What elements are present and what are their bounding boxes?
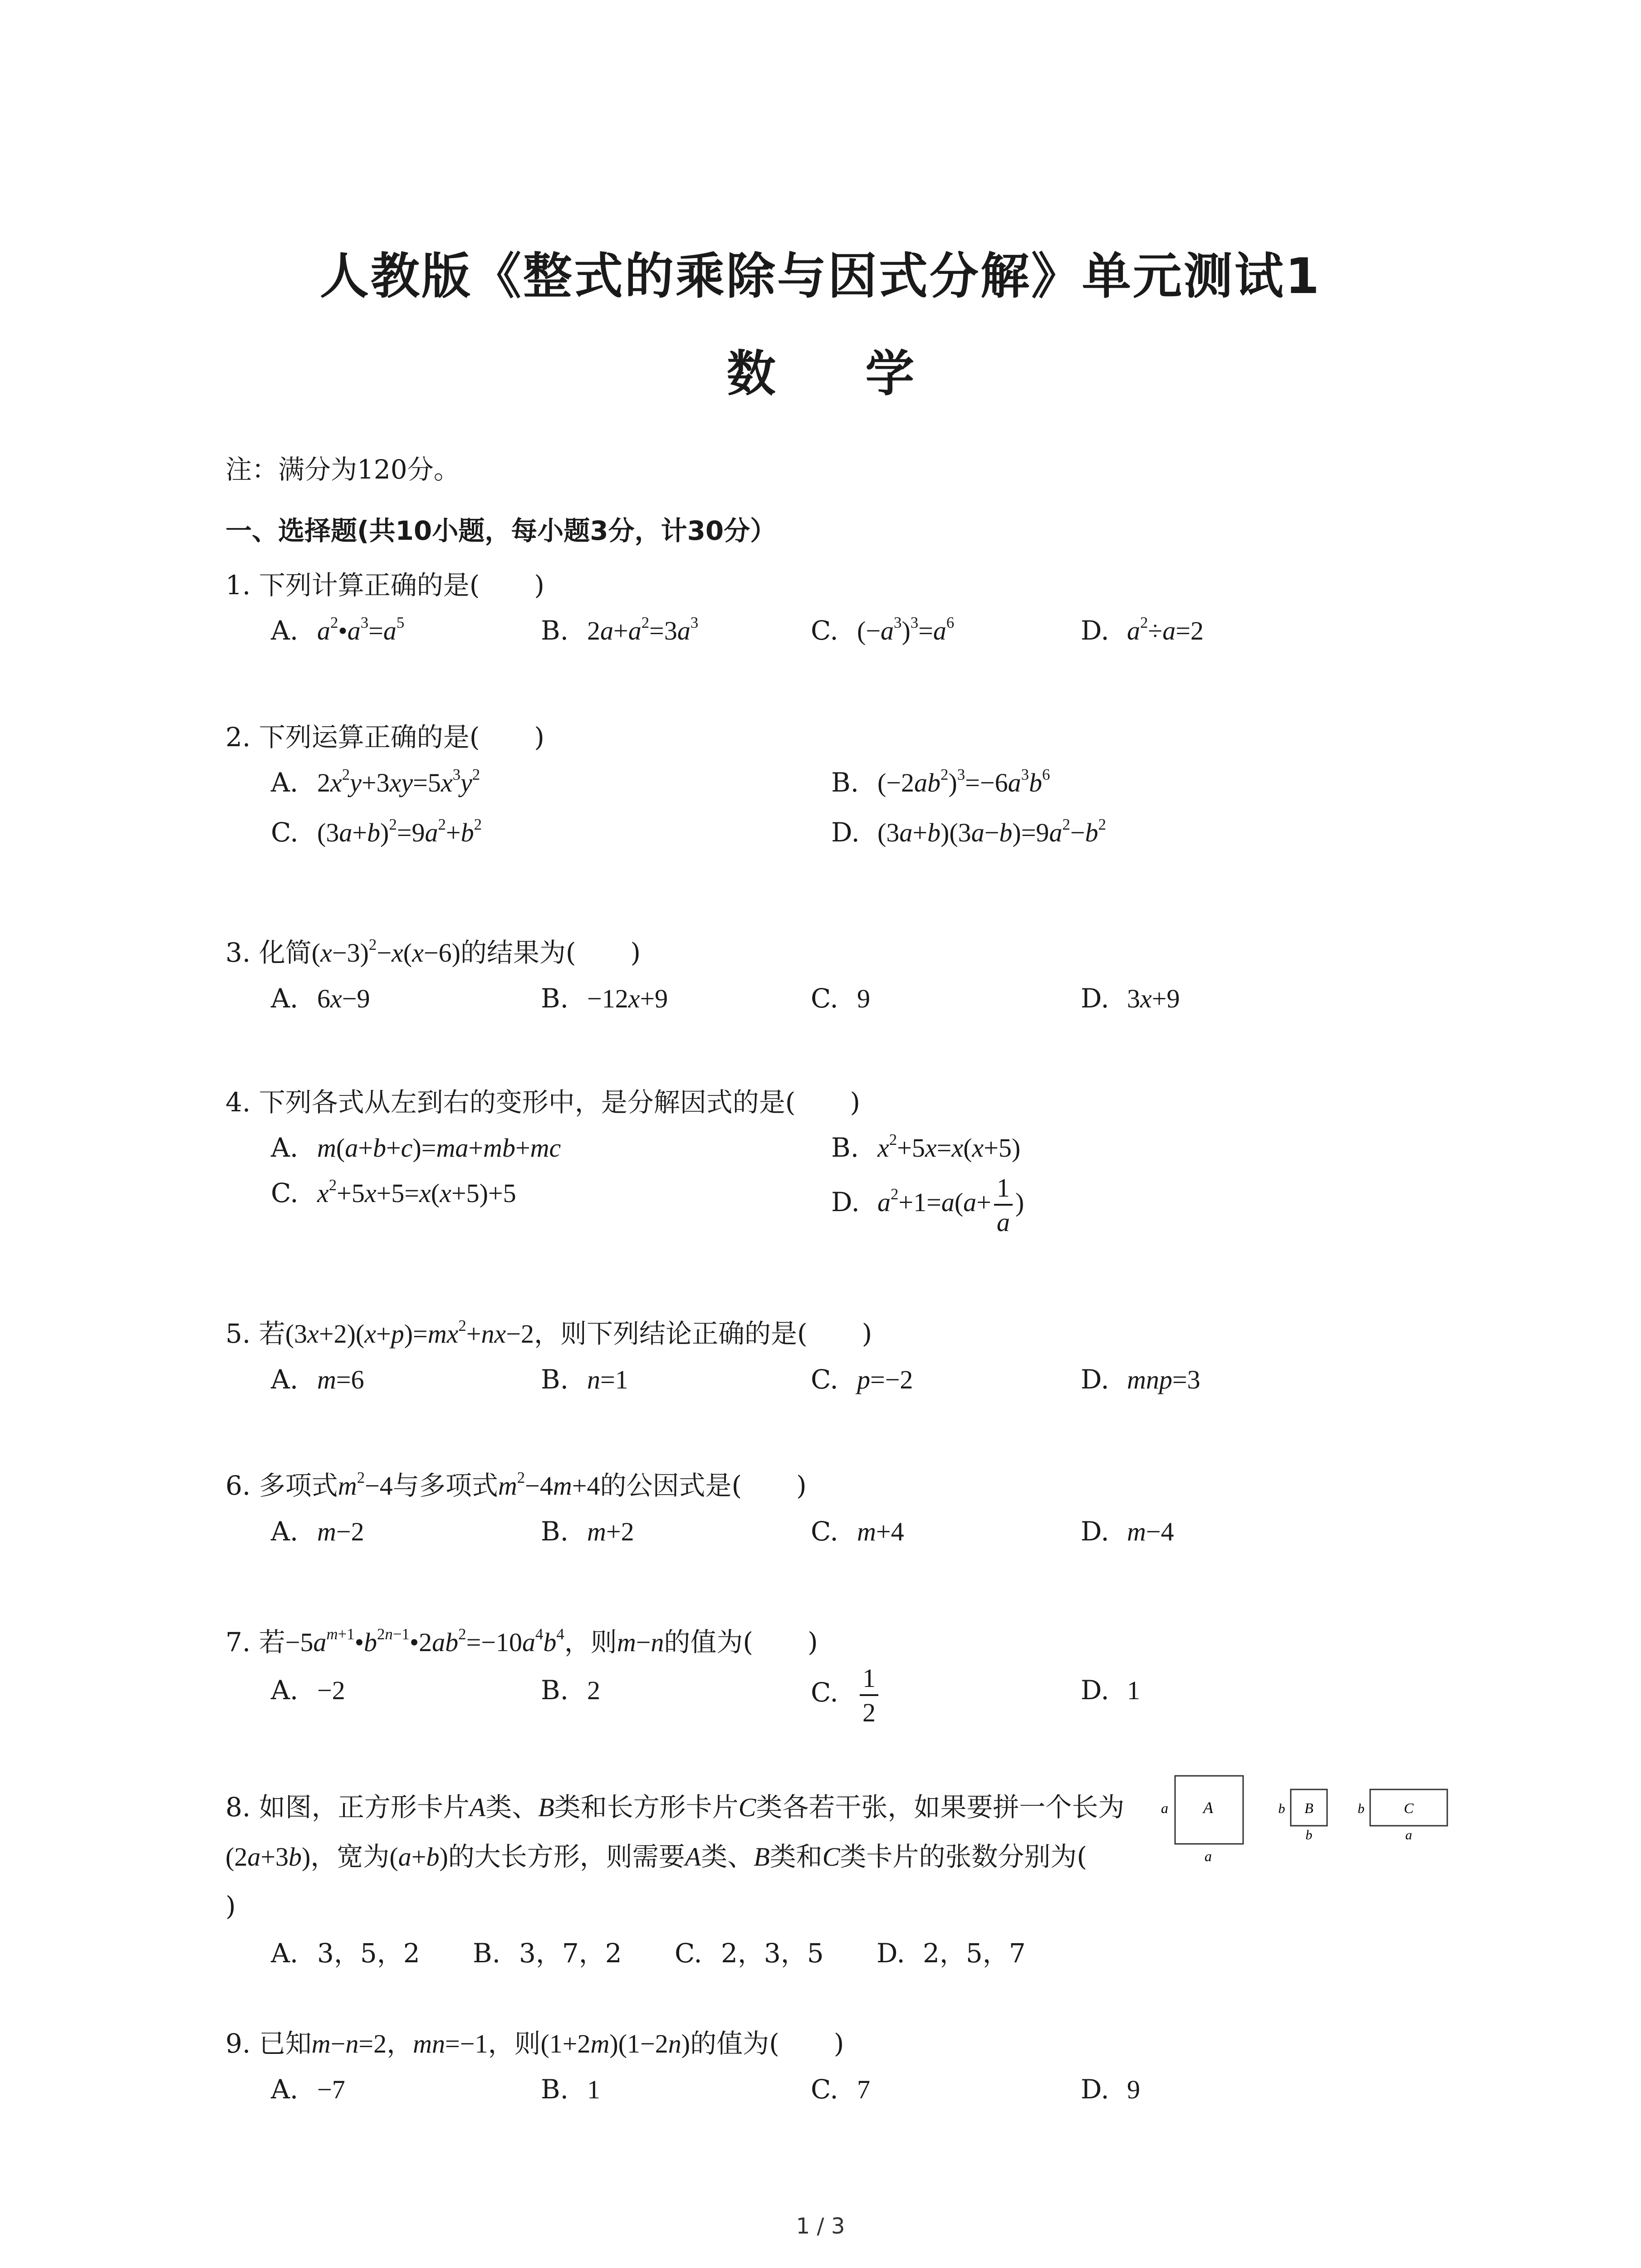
subject-heading: 数 学 bbox=[726, 346, 951, 402]
option-row bbox=[225, 612, 1414, 653]
question-7: 7. 若$-5a^{m+1}•b^{2n-1}•2ab^2=-10a^4b^4$，则m−n的值为( ) A. −2 B. 2 C. $\frac{1}{2}$ D. 1 bbox=[225, 1624, 1414, 1720]
option-b[interactable]: B. 2 bbox=[541, 1675, 600, 1706]
option-b[interactable]: B. 3，7，2 bbox=[473, 1938, 622, 1969]
question-number: 5. bbox=[225, 1318, 251, 1349]
option-row bbox=[225, 1935, 1414, 1976]
option-c[interactable]: C. m+4 bbox=[811, 1516, 904, 1547]
option-b[interactable]: B. 1 bbox=[541, 2074, 600, 2105]
option-d[interactable]: D. mnp=3 bbox=[1081, 1364, 1200, 1395]
option-b[interactable]: B. $(-2ab^2)^3=-6a^3b^6$ bbox=[831, 765, 1050, 798]
option-a[interactable]: A. m−2 bbox=[271, 1516, 364, 1547]
option-c[interactable]: C. 2，3，5 bbox=[675, 1938, 824, 1969]
question-number: 9. bbox=[225, 2028, 251, 2059]
option-row bbox=[225, 1663, 1414, 1727]
option-a[interactable]: A. 6x−9 bbox=[271, 983, 370, 1014]
svg-text:b: b bbox=[1357, 1801, 1365, 1816]
question-number: 3. bbox=[225, 937, 251, 968]
option-b[interactable]: B. m+2 bbox=[541, 1516, 634, 1547]
option-a[interactable]: A. m=6 bbox=[271, 1364, 364, 1395]
option-row bbox=[225, 1513, 1414, 1554]
question-stem: 下列计算正确的是( bbox=[259, 570, 480, 601]
option-a[interactable]: A. $2x^2y+3xy=5x^3y^2$ bbox=[271, 765, 480, 798]
svg-text:A: A bbox=[1203, 1799, 1213, 1817]
score-note: 注：满分为120分。 bbox=[225, 454, 460, 485]
option-c[interactable]: C. $\frac{1}{2}$ bbox=[811, 1665, 881, 1726]
svg-text:B: B bbox=[1304, 1800, 1313, 1816]
question-number: 8. bbox=[225, 1792, 251, 1823]
option-d[interactable]: D. 2，5，7 bbox=[877, 1938, 1026, 1969]
page-number: 1 / 3 bbox=[796, 2214, 845, 2239]
question-4: 4. 下列各式从左到右的变形中，是分解因式的是( ) A. m(a+b+c)=ma+mb+mc B. $x^2+5x=x(x+5)$ C. $x^2+5x+5=x(x+5)+5$ D. $a^2+1=a(a+$ $\frac{1}{a}$ ) bbox=[225, 1084, 1414, 1229]
option-a[interactable]: A. −7 bbox=[271, 2074, 345, 2105]
option-a[interactable]: A. m(a+b+c)=ma+mb+mc bbox=[271, 1132, 561, 1163]
option-row bbox=[225, 1173, 1414, 1237]
question-stem: 下列运算正确的是( bbox=[259, 722, 480, 753]
svg-text:b: b bbox=[1305, 1828, 1313, 1843]
option-d[interactable]: D. m−4 bbox=[1081, 1516, 1174, 1547]
question-1: 1. 下列计算正确的是( ) A. $a^2•a^3=a^5$ B. $2a+a^2=3a^3$ C. $(-a^3)^3=a^6$ D. $a^2\div a=2$ bbox=[225, 567, 1414, 653]
option-b[interactable]: B. $x^2+5x=x(x+5)$ bbox=[831, 1130, 1021, 1163]
option-d[interactable]: D. $a^2+1=a(a+$ $\frac{1}{a}$ ) bbox=[831, 1173, 1024, 1237]
option-d[interactable]: D. $(3a+b)(3a-b)=9a^2-b^2$ bbox=[831, 815, 1106, 848]
svg-text:a: a bbox=[1405, 1828, 1412, 1843]
option-row bbox=[225, 1129, 1414, 1170]
question-8: 8. 如图，正方形卡片A类、B类和长方形卡片C类各若干张，如果要拼一个长为(2a+3b)，宽为(a+b)的大长方形，则需要A类、B类和C类卡片的张数分别为() A. 3，5，2 B. 3，7，2 C. 2，3，5 D. 2，5，7 bbox=[225, 1783, 1414, 1976]
option-d[interactable]: D. $a^2\div a=2$ bbox=[1081, 613, 1204, 646]
card-diagram bbox=[1155, 1771, 1454, 1871]
option-row bbox=[225, 980, 1414, 1021]
svg-text:a: a bbox=[1205, 1848, 1212, 1864]
section-heading: 一、选择题(共10小题，每小题3分，计30分） bbox=[225, 515, 777, 546]
question-number: 2. bbox=[225, 722, 251, 753]
card-a bbox=[1161, 1776, 1243, 1864]
card-figure bbox=[1155, 1771, 1454, 1871]
question-5: 5. 若$(3x+2)(x+p)=mx^2+nx-2$，则下列结论正确的是( ) A. m=6 B. n=1 C. p=−2 D. mnp=3 bbox=[225, 1315, 1414, 1402]
option-b[interactable]: B. n=1 bbox=[541, 1364, 628, 1395]
option-d[interactable]: D. 9 bbox=[1081, 2074, 1140, 2105]
svg-text:a: a bbox=[1161, 1800, 1168, 1816]
question-number: 1. bbox=[225, 570, 251, 601]
option-a[interactable]: A. 3，5，2 bbox=[271, 1938, 420, 1969]
option-c[interactable]: C. p=−2 bbox=[811, 1364, 913, 1395]
option-row bbox=[225, 1361, 1414, 1402]
question-stem: 下列各式从左到右的变形中，是分解因式的是( bbox=[259, 1087, 796, 1118]
fraction: $\frac{1}{2}$ bbox=[860, 1665, 878, 1726]
svg-text:b: b bbox=[1278, 1801, 1285, 1816]
question-9: 9. 已知m−n=2，mn=−1，则(1+2m)(1−2n)的值为( ) A. −7 B. 1 C. 7 D. 9 bbox=[225, 2025, 1414, 2112]
option-c[interactable]: C. 9 bbox=[811, 983, 870, 1014]
fraction: $\frac{1}{a}$ bbox=[994, 1175, 1013, 1236]
card-c bbox=[1358, 1789, 1448, 1843]
question-number: 4. bbox=[225, 1087, 251, 1118]
option-c[interactable]: C. 7 bbox=[811, 2074, 870, 2105]
question-number: 6. bbox=[225, 1470, 251, 1501]
option-a[interactable]: A. −2 bbox=[271, 1675, 345, 1706]
option-a[interactable]: A. $a^2•a^3=a^5$ bbox=[271, 613, 405, 646]
option-c[interactable]: C. $(3a+b)^2=9a^2+b^2$ bbox=[271, 815, 482, 848]
option-row bbox=[225, 2071, 1414, 2112]
question-number: 7. bbox=[225, 1627, 251, 1657]
option-b[interactable]: B. $2a+a^2=3a^3$ bbox=[541, 613, 699, 646]
question-6: 6. 多项式$m^2-4$与多项式$m^2-4m+4$的公因式是( ) A. m−2 B. m+2 C. m+4 D. m−4 bbox=[225, 1467, 1414, 1554]
svg-text:C: C bbox=[1404, 1800, 1414, 1816]
option-d[interactable]: D. 3x+9 bbox=[1081, 983, 1180, 1014]
option-c[interactable]: C. $(-a^3)^3=a^6$ bbox=[811, 613, 955, 646]
option-c[interactable]: C. $x^2+5x+5=x(x+5)+5$ bbox=[271, 1176, 516, 1208]
question-3: 3. 化简$(x-3)^2-x(x-6)$的结果为( ) A. 6x−9 B. −12x+9 C. 9 D. 3x+9 bbox=[225, 934, 1414, 1021]
question-2: 2. 下列运算正确的是( ) A. $2x^2y+3xy=5x^3y^2$ B. $(-2ab^2)^3=-6a^3b^6$ C. $(3a+b)^2=9a^2+b^2$ D. $(3a+b)(3a-b)=9a^2-b^2$ bbox=[225, 719, 1414, 855]
option-row bbox=[225, 814, 1414, 855]
document-title: 人教版《整式的乘除与因式分解》单元测试1 bbox=[319, 248, 1322, 305]
card-b bbox=[1279, 1789, 1327, 1843]
option-row bbox=[225, 764, 1414, 805]
option-d[interactable]: D. 1 bbox=[1081, 1675, 1140, 1706]
option-b[interactable]: B. −12x+9 bbox=[541, 983, 668, 1014]
